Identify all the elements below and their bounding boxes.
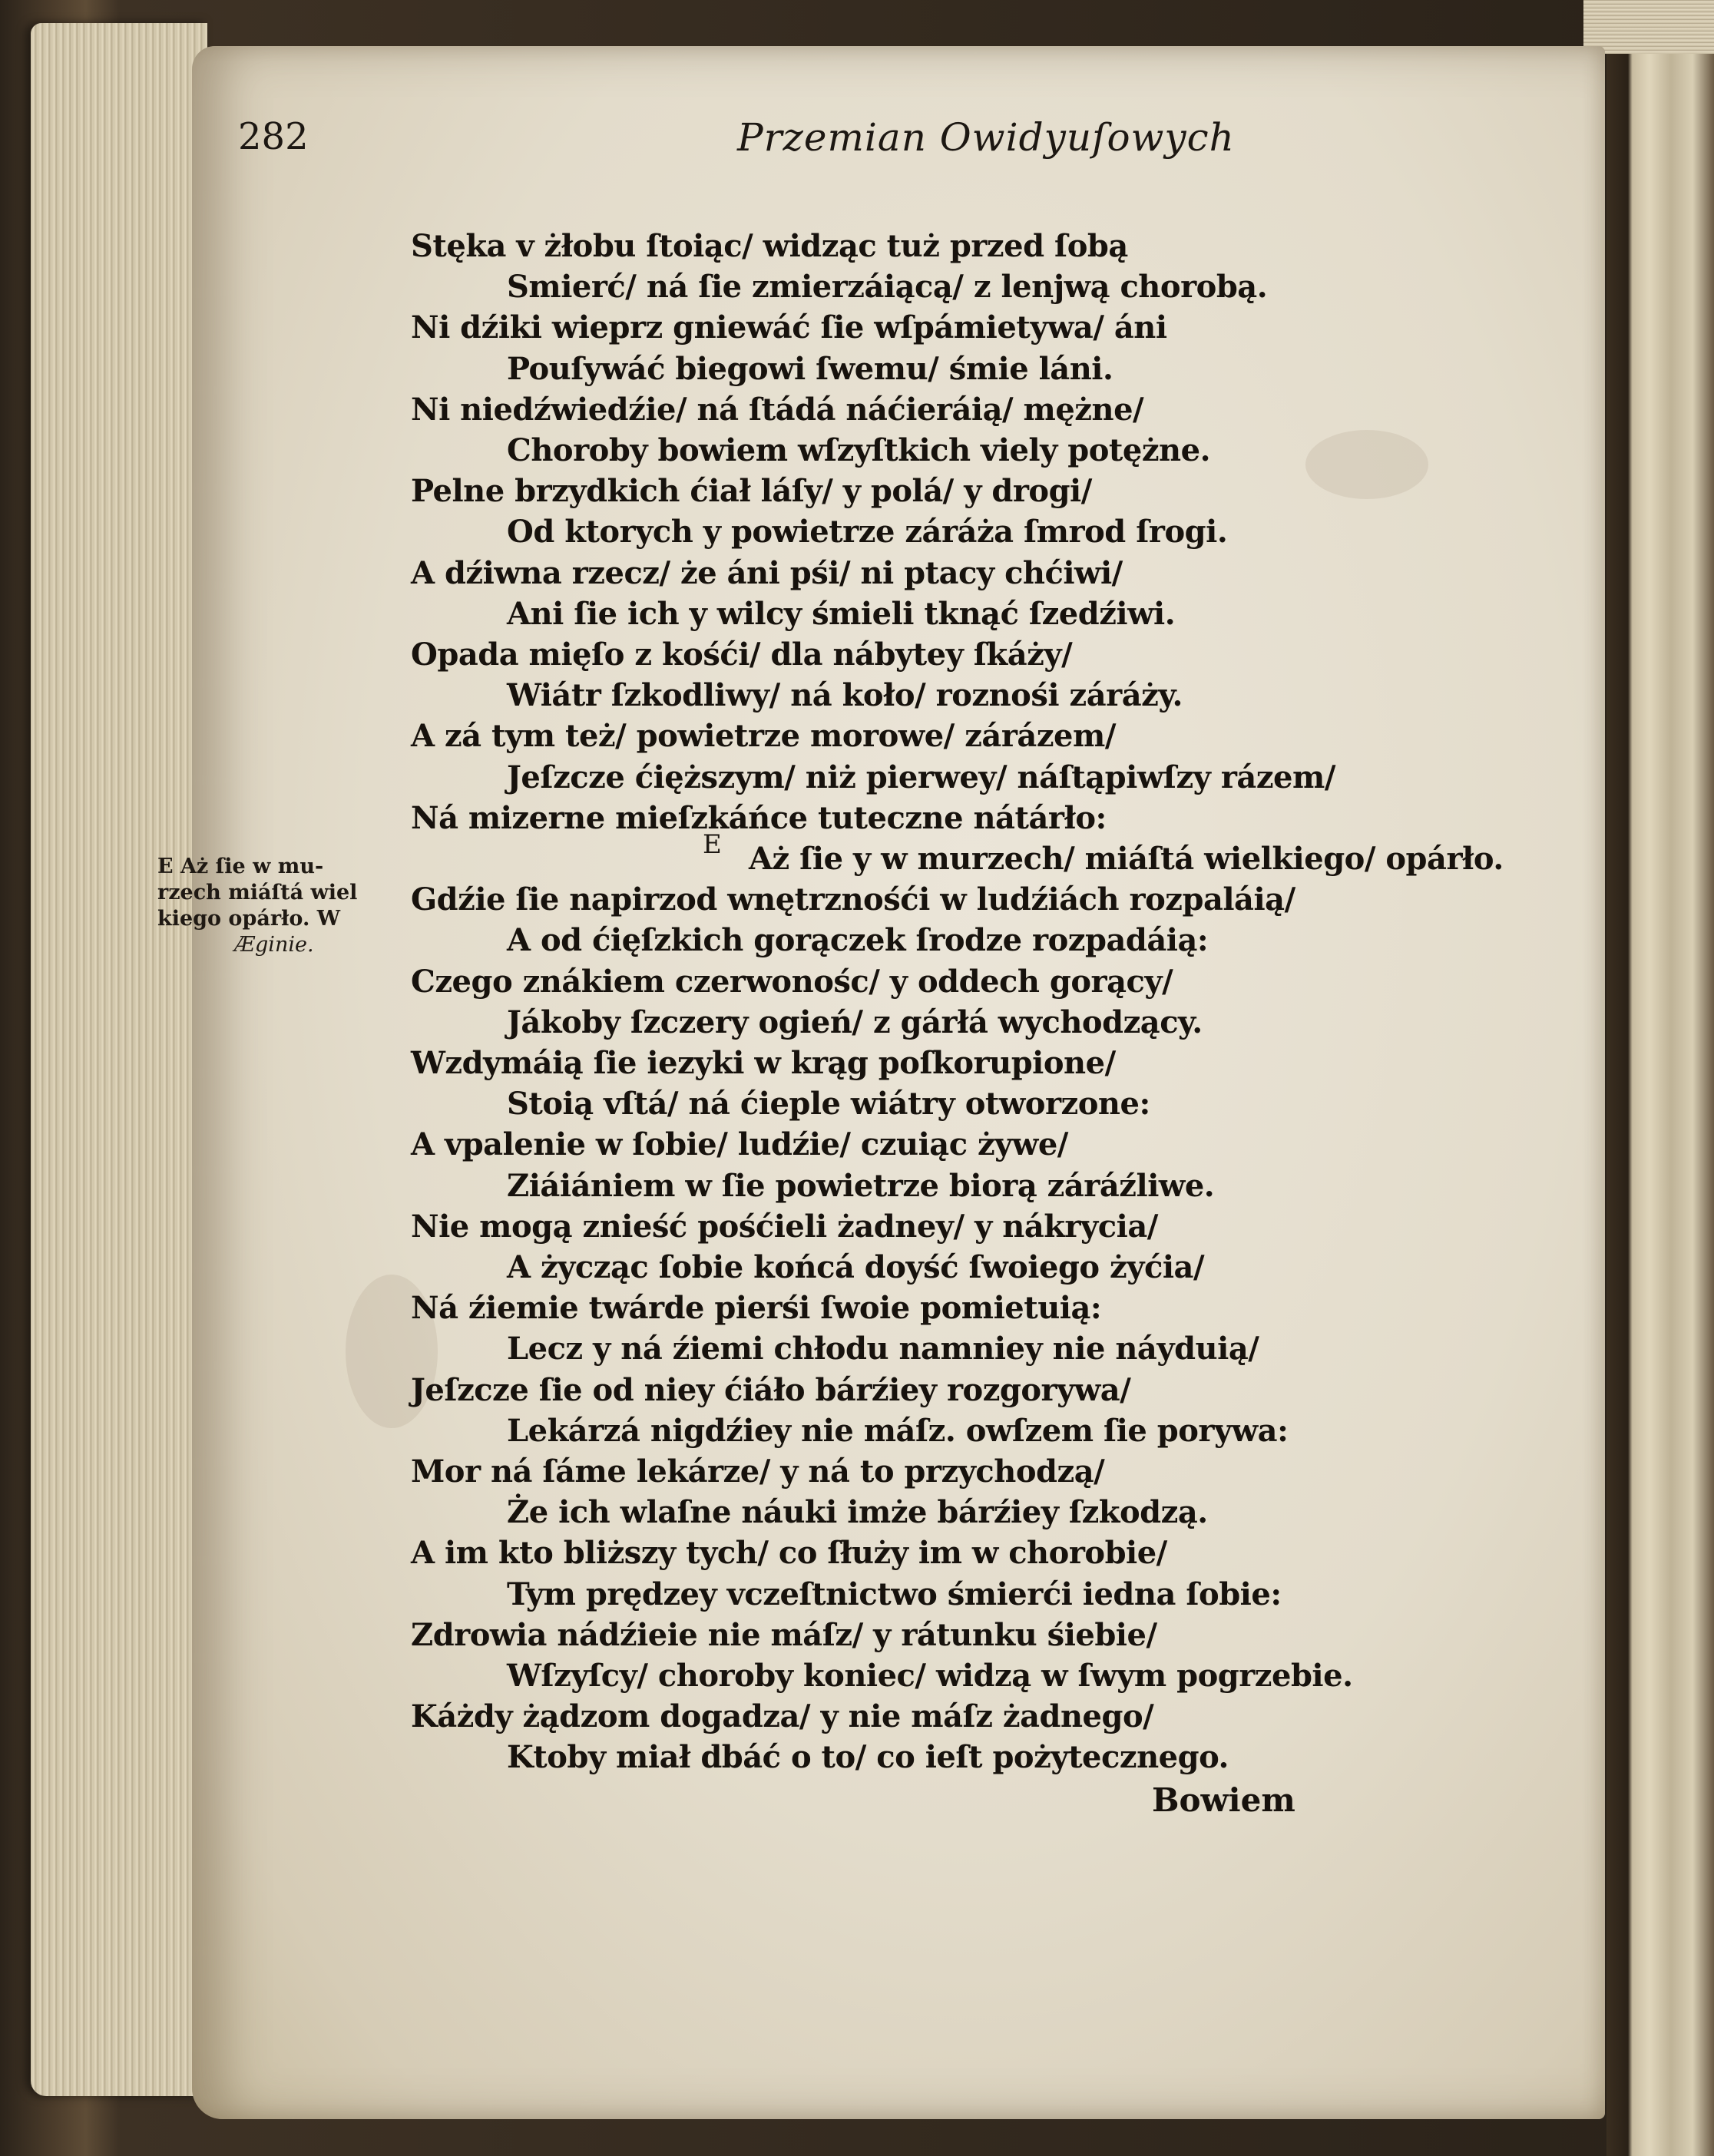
verse-line: Wiátr ſzkodliwy/ ná koło/ roznośi záráży.	[507, 677, 1183, 713]
verse-line: Pelne brzydkich ćiał láſy/ y polá/ y drogi/	[411, 473, 1092, 509]
verse-line: Tym prędzey vczeſtnictwo śmierći iedna ſobie:	[507, 1576, 1282, 1612]
verse-line: Ani ſie ich y wilcy śmieli tknąć ſzedźiwi.	[507, 596, 1176, 632]
marginal-marker: E	[703, 829, 722, 860]
marginal-note-line: Æginie.	[234, 933, 314, 957]
verse-line: Lekárzá nigdźiey nie máſz. owſzem ſie porywa:	[507, 1413, 1289, 1449]
verse-line: Czego znákiem czerwonośc/ y oddech gorący/	[411, 964, 1173, 1000]
page-number: 282	[238, 115, 309, 158]
verse-line: Ni dźiki wieprz gniewáć ſie wſpámietywa/ áni	[411, 309, 1167, 346]
marginal-note-line: E Aż ſie w mu-	[157, 855, 324, 878]
verse-line: Pouſywáć biegowi ſwemu/ śmie láni.	[507, 351, 1113, 387]
verse-line: Stęka v żłobu ſtoiąc/ widząc tuż przed ſobą	[411, 228, 1128, 264]
verse-line: Nie mogą znieść pośćieli żadney/ y nákrycia/	[411, 1209, 1158, 1245]
marginal-note-line: kiego opárło. W	[157, 907, 341, 931]
verse-line: Ni niedźwiedźie/ ná ſtádá náćieráią/ mężne/	[411, 392, 1144, 428]
verse-line: Mor ná ſáme lekárze/ y ná to przychodzą/	[411, 1453, 1105, 1490]
verse-line: Jeſzcze ſie od niey ćiáło bárźiey rozgorywa/	[411, 1372, 1131, 1408]
verse-line: Choroby bowiem wſzyſtkich viely potężne.	[507, 432, 1211, 468]
verse-line: Gdźie ſie napirzod wnętrznośći w ludźiách rozpaláią/	[411, 881, 1295, 918]
paper-stain	[1305, 430, 1428, 499]
marginal-note-line: rzech miáſtá wiel	[157, 881, 358, 904]
verse-line: Wſzyſcy/ choroby koniec/ widzą w ſwym pogrzebie.	[507, 1658, 1353, 1694]
verse-line: Káżdy żądzom dogadza/ y nie máſz żadnego/	[411, 1698, 1154, 1734]
verse-line: A im kto bliższy tych/ co ſłuży im w chorobie/	[411, 1535, 1167, 1571]
verse-line: Smierć/ ná ſie zmierzáiącą/ z lenjwą chorobą.	[507, 269, 1268, 305]
left-page-edges	[31, 23, 207, 2096]
verse-line: Jákoby ſzczery ogień/ z gárłá wychodzący.	[507, 1004, 1203, 1040]
verse-line: Aż ſie y w murzech/ miáſtá wielkiego/ opárło.	[749, 841, 1504, 877]
running-title: Przemian Owidyuſowych	[737, 115, 1235, 160]
verse-line: Jeſzcze ćięższym/ niż pierwey/ náſtąpiwſzy rázem/	[507, 759, 1335, 795]
right-page-edges-top	[1583, 0, 1714, 54]
verse-line: A od ćięſzkich gorączek ſrodze rozpadáią:	[507, 922, 1209, 958]
verse-line: Lecz y ná źiemi chłodu namniey nie náyduią/	[507, 1331, 1259, 1367]
verse-line: Stoią vſtá/ ná ćieple wiátry otworzone:	[507, 1086, 1150, 1122]
verse-line: Ná mizerne mieſzkáńce tuteczne nátárło:	[411, 800, 1107, 836]
verse-line: Że ich wlaſne náuki imże bárźiey ſzkodzą.	[507, 1494, 1208, 1530]
verse-line: Od ktorych y powietrze záráża ſmrod ſrogi.	[507, 514, 1228, 550]
verse-line: Zdrowia nádźieie nie máſz/ y rátunku śiebie/	[411, 1617, 1157, 1653]
verse-line: Ziáiániem w ſie powietrze biorą záráźliwe.	[507, 1168, 1215, 1204]
verse-line: Wzdymáią ſie iezyki w krąg poſkorupione/	[411, 1045, 1116, 1081]
right-page-edges	[1606, 0, 1714, 2156]
verse-line: A dźiwna rzecz/ że áni pśi/ ni ptacy chćiwi/	[411, 555, 1123, 591]
verse-line: Opada mięſo z kośći/ dla nábytey ſkáży/	[411, 637, 1073, 673]
verse-line: A zá tym też/ powietrze morowe/ zárázem/	[411, 718, 1116, 754]
verse-line: Ná źiemie twárde pierśi ſwoie pomietuią:	[411, 1290, 1102, 1326]
verse-line: Ktoby miał dbáć o to/ co ieſt pożytecznego.	[507, 1739, 1229, 1775]
verse-line: A vpalenie w ſobie/ ludźie/ czuiąc żywe/	[411, 1126, 1068, 1162]
verse-line: A życząc ſobie końcá doyść ſwoiego żyćia/	[507, 1249, 1205, 1285]
catchword: Bowiem	[1152, 1781, 1295, 1819]
marginal-note	[157, 854, 395, 958]
